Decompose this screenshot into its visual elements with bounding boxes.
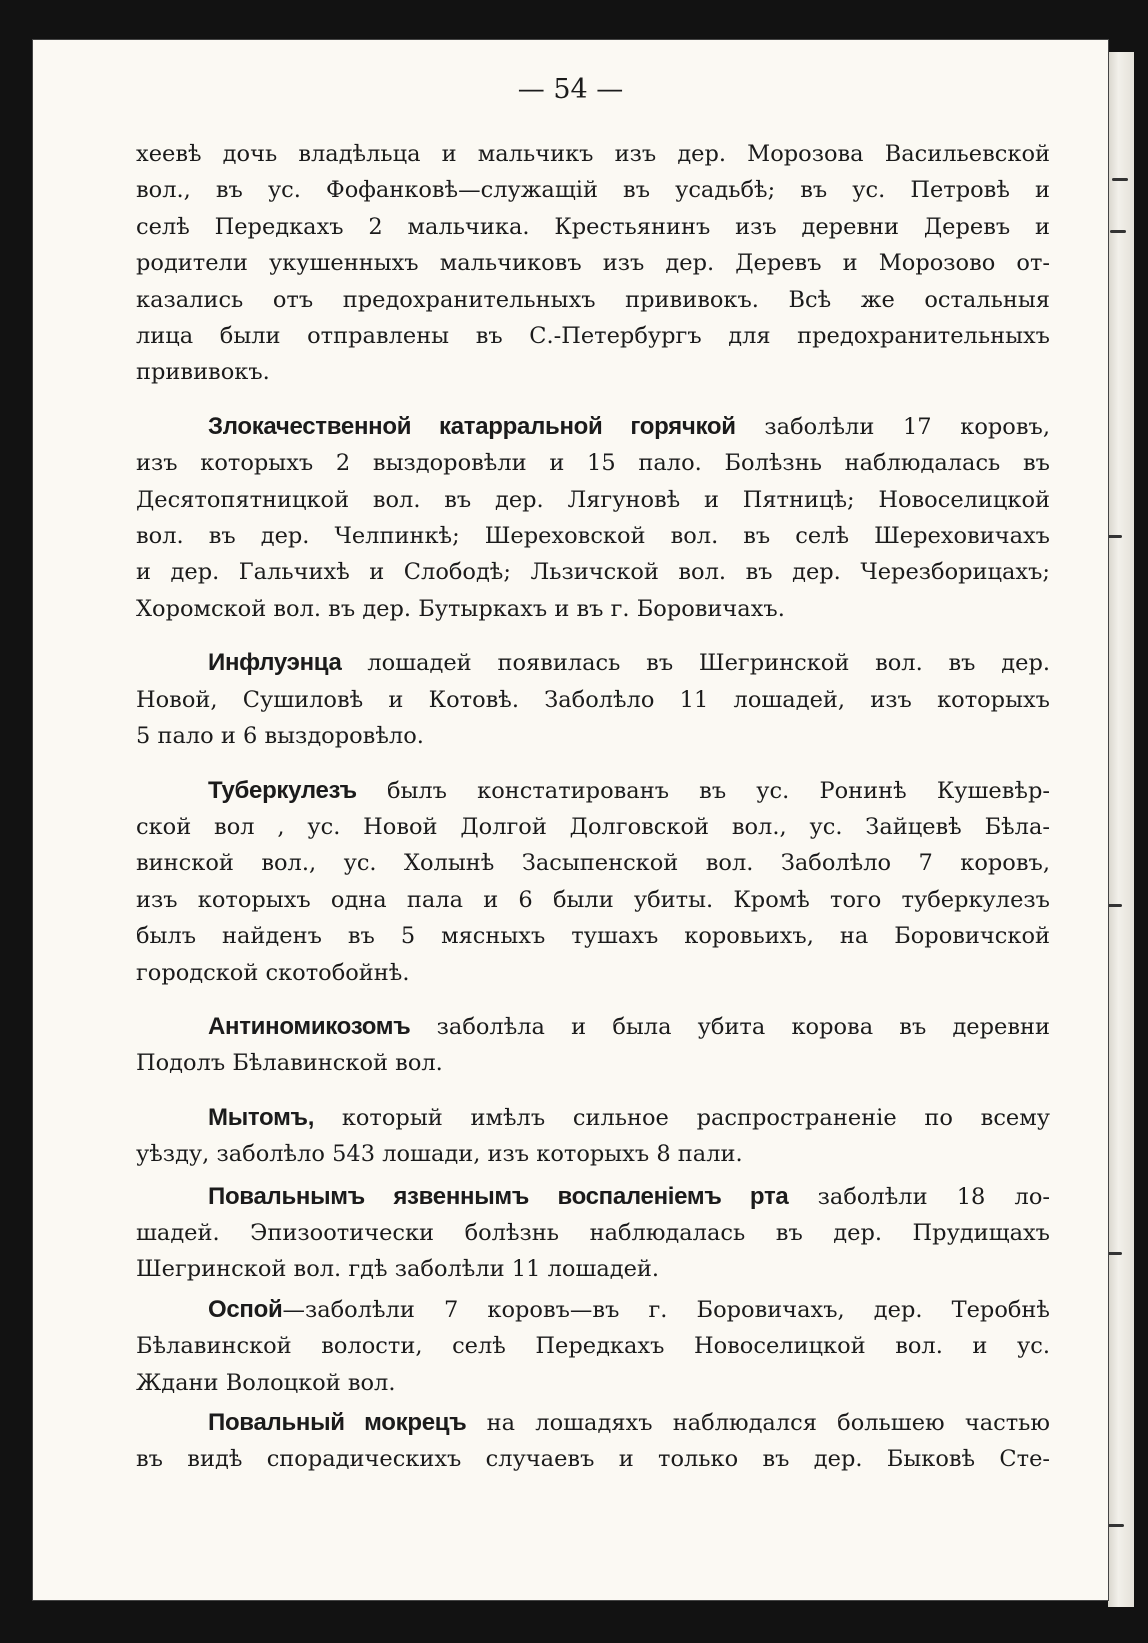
text-line: изъ которыхъ 2 выздоровѣли и 15 пало. Болѣзнь наблюдалась въ — [136, 450, 1050, 477]
text-line: изъ которыхъ одна пала и 6 были убиты. Кромѣ того туберкулезъ — [136, 886, 1050, 913]
text-line: казались отъ предохранительныхъ прививокъ. Всѣ же остальныя — [136, 286, 1050, 313]
book-page — [33, 40, 1108, 1600]
text-line: прививокъ. — [136, 359, 270, 386]
text-line: Бѣлавинской волости, селѣ Передкахъ Новоселицкой вол. и ус. — [136, 1333, 1050, 1360]
paragraph — [136, 1100, 1050, 1173]
paragraph — [136, 1292, 1050, 1401]
text-line: хеевѣ дочь владѣльца и мальчикъ изъ дер. Морозова Васильевской — [136, 141, 1050, 167]
text-line: лошадей появилась въ Шегринской вол. въ дер. — [341, 650, 1050, 677]
disease-heading: Антиномикозомъ — [208, 1012, 411, 1040]
text-line: вол. въ дер. Челпинкѣ; Шереховской вол. въ селѣ Шереховичахъ — [136, 523, 1050, 550]
text-line: уѣзду, заболѣло 543 лошади, изъ которыхъ 8 пали. — [136, 1141, 743, 1168]
paragraph — [136, 645, 1050, 754]
disease-heading: Туберкулезъ — [208, 776, 357, 804]
text-line: шадей. Эпизоотически болѣзнь наблюдалась въ дер. Прудищахъ — [136, 1219, 1050, 1246]
paragraph — [136, 773, 1050, 991]
text-line: на лошадяхъ наблюдался большею частью — [466, 1410, 1050, 1436]
text-line: Новой, Сушиловѣ и Котовѣ. Заболѣло 11 лошадей, изъ которыхъ — [136, 686, 1050, 713]
disease-heading: Повальнымъ язвеннымъ воспаленіемъ рта — [208, 1182, 789, 1210]
text-line: Хоромской вол. въ дер. Бутыркахъ и въ г. Боровичахъ. — [136, 595, 785, 622]
body-text — [136, 136, 1050, 1496]
disease-heading: Оспой — [208, 1295, 283, 1323]
text-line: Десятопятницкой вол. въ дер. Лягуновѣ и Пятницѣ; Новоселицкой — [136, 486, 1050, 513]
edge-mark — [1110, 230, 1126, 233]
text-line: Ждани Волоцкой вол. — [136, 1369, 396, 1396]
text-line: Шегринской вол. гдѣ заболѣли 11 лошадей. — [136, 1256, 660, 1283]
paragraph — [136, 1179, 1050, 1288]
page-edge — [1108, 52, 1134, 1607]
page-number: — 54 — — [517, 74, 624, 105]
disease-heading: Злокачественной катарральной горячкой — [208, 412, 736, 440]
text-line: и дер. Гальчихѣ и Слободѣ; Льзичской вол. въ дер. Черезборицахъ; — [136, 559, 1050, 586]
text-line: 5 пало и 6 выздоровѣло. — [136, 723, 424, 750]
disease-heading: Мытомъ, — [208, 1103, 315, 1131]
text-line: селѣ Передкахъ 2 мальчика. Крестьянинъ изъ деревни Деревъ и — [136, 213, 1050, 240]
text-line: ской вол , ус. Новой Долгой Долговской вол., ус. Зайцевѣ Бѣла- — [136, 813, 1050, 840]
edge-mark — [1108, 1524, 1124, 1527]
edge-mark — [1106, 904, 1122, 907]
text-line: заболѣли 17 коровъ, — [735, 413, 1050, 440]
edge-mark — [1106, 535, 1122, 538]
text-line: заболѣла и была убита корова въ деревни — [410, 1013, 1050, 1040]
text-line: городской скотобойнѣ. — [136, 959, 410, 986]
paragraph — [136, 1405, 1050, 1478]
text-line: лица были отправлены въ С.-Петербургъ для предохранительныхъ — [136, 323, 1050, 350]
text-line: въ видѣ спорадическихъ случаевъ и только въ дер. Быковѣ Сте- — [136, 1446, 1050, 1473]
text-line: заболѣли 18 ло- — [788, 1183, 1050, 1210]
disease-heading: Повальный мокрецъ — [208, 1409, 467, 1436]
text-line: вол., въ ус. Фофанковѣ—служащій въ усадьбѣ; въ ус. Петровѣ и — [136, 177, 1050, 204]
text-line: Подолъ Бѣлавинской вол. — [136, 1050, 443, 1077]
disease-heading: Инфлуэнца — [208, 649, 342, 677]
edge-mark — [1112, 178, 1128, 181]
paragraph — [136, 1009, 1050, 1082]
text-line: родители укушенныхъ мальчиковъ изъ дер. Деревъ и Морозово от- — [136, 250, 1050, 277]
text-line: винской вол., ус. Холынѣ Засыпенской вол. Заболѣло 7 коровъ, — [136, 850, 1050, 877]
text-line: былъ констатированъ въ ус. Ронинѣ Кушевѣр- — [356, 777, 1050, 804]
paragraph — [136, 409, 1050, 627]
paragraph — [136, 136, 1050, 391]
edge-mark — [1106, 1252, 1122, 1255]
text-line: —заболѣли 7 коровъ—въ г. Боровичахъ, дер. Теробнѣ — [282, 1296, 1050, 1323]
text-line: который имѣлъ сильное распространеніе по всему — [314, 1104, 1050, 1131]
text-line: былъ найденъ въ 5 мясныхъ тушахъ коровьихъ, на Боровичской — [136, 923, 1050, 950]
